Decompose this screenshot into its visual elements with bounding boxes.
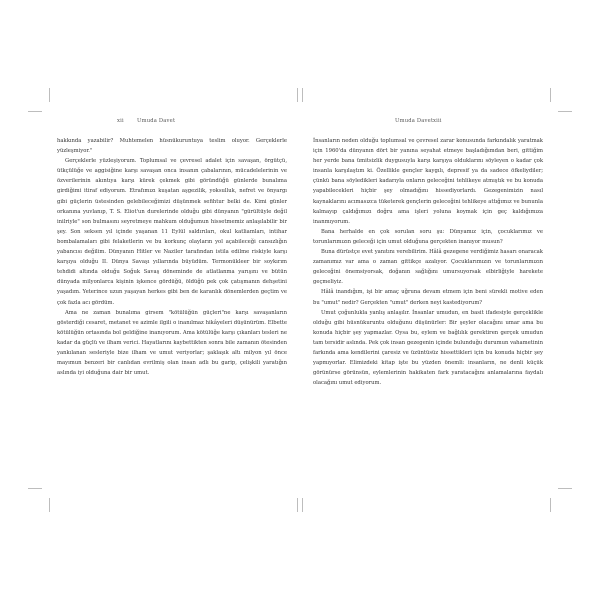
running-head xyxy=(57,118,287,130)
right-page xyxy=(313,118,543,388)
paragraph: Hâlâ inandığım, işi bir amaç uğruna devam etmem için beni sürekli motive eden bu "umut" nedir? Gerçekten "umut" derken neyi kastediyorum? xyxy=(313,289,543,306)
crop-mark xyxy=(550,88,551,102)
crop-mark xyxy=(297,498,298,512)
crop-mark xyxy=(302,498,303,512)
crop-mark xyxy=(28,488,42,489)
crop-mark xyxy=(297,88,298,102)
paragraph: Bana herhalde en çok sorulan soru şu: Dünyamız için, çocuklarımız ve torunlarımızın geleceği için umut olduğuna gerçekten inanıyor musun? xyxy=(313,228,543,245)
crop-mark xyxy=(302,88,303,102)
left-page xyxy=(57,118,287,378)
running-title: Umuda Davet xyxy=(395,118,434,124)
page-number: xiii xyxy=(433,118,442,124)
crop-mark xyxy=(558,488,572,489)
page-number: xii xyxy=(117,118,124,124)
paragraph: Gerçeklerle yüzleşiyorum. Toplumsal ve çevresel adalet için savaşan, örgütçü, ütkçülüğe ve aggisiğine karşı savaşan onca insanın çabalarının, mücadelelerinin ve özverilerinin akıntıya karşı kürek çekmek gibi göründüğü günlerde bunalıma girdiğimi itiraf ediyorum. Etrafımızı kuşatan aşgezilik, yoksulluk, nefret ve önyargı gibi güçlerin üstesinden gelebileceğimizi düşünmek sefihtur belki de. Kimi günler orkanına yuvlanıp, T. S. Eliot'un durelerinde olduğu gibi dünyanın "gürültüyle değil inilriyle" son bulmasını seyretmeye mahkum olduğumun hissetmemiz anlaşılabilir bir şey. Son seksen yıl içinde yaşanan 11 Eylül saldırıları, okul katliamları, intihar bombalamaları gibi felaketlerin ve bu korkunç olayların yol açabileceği cansızlığın yabancısı değilim. Dünyanın Hitler ve Naziler tarafından istila edilme riskiyle karşı karşıya olduğu II. Dünya Savaşı yıllarında büyüdüm. Termonükleer bir soykırım tehdidi altında olduğu Soğuk Savaş döneminde de atlatlanma yarışını ve bütün dünyada milyonlarca kişinin işkence gördüğü, öldüğü pek çok çatışmanın dehşetini yaşadım. Yeterince uzun yaşayan herkes gibi ben de karanlık dönemlerden geçtim ve çok fazla acı gördüm. xyxy=(57,158,287,306)
running-title: Umuda Davet xyxy=(137,118,176,124)
paragraph: Umut çoğunlukla yanlış anlaşılır. İnsanlar umudun, en basit ifadesiyle gerçeklikle olduğu gibi hüsnükuruntu olduğunu düşünürler: Bir şeyler olacağını umar ama bu konuda hiçbir şey yapmazlar. Oysa bu, eylem ve bağlılık gerektiren gerçek umudun tam tersidir aslında. Pek çok insan gezegenin içinde bulunduğu durumun vahametinin farkında ama kendilerini çaresiz ve üzüntüsüz hissettikleri için bu konuda hiçbir şey yapmıyorlar. Elimizdeki kitap işte bu yüzden önemli: insanların, ne denli küçük görünürse görünsün, eylemlerinin hakikaten fark yaratacağını anlamalarına faydalı olacağını umut ediyorum. xyxy=(313,309,543,387)
body-text xyxy=(313,136,543,388)
paragraph: İnsanların neden olduğu toplumsal ve çevresel zarar konusunda farkındalık yaratmak için 1960'da dünyanın dört bir yanına seyahat etmeye başladığımdan beri, gittiğim her yerde bana ümitsizlik duygusuyla karşı karşıya olduklarını söyleyen o kadar çok insanla karşılaştım ki. Özellikle gençler kaygılı, depresif ya da sadece öfkeliydiler; çünkü bana söyledikleri kadarıyla onların geleceğini tehlikeye atmıştık ve bu konuda yapabilecekleri hiçbir şey olmadığını hissediyorlardı. Gezegenimizin nasıl kaynaklarını acımasızca tüketerek gençlerin geleceğini tehlikeye attığımız ve bununla kalmayıp çaldığımızı doğru ama işleri yoluna koymak için geç kaldığımıza inanmıyorum. xyxy=(313,138,543,225)
paragraph: hakkında yazabilir? Muhtemelen hüsnükuruntuya teslim oluyor. Gerçeklerle yüzleşmiyor." xyxy=(57,138,287,155)
paragraph: Ama ne zaman bunalıma girsem "kötülüğün güçleri"ne karşı savaşanların gösterdiği cesaret, metanet ve azimle ilgili o inanılmaz hikâyeleri düşünürüm. Elbette kötülüğün ortasında bol geldiğine inanıyorum. Ama kötülüğe karşı çıkanları tesleri ne kadar da güçlü ve ilham verici. Hayatlarını kaybettikten sonra bile zamanın ötesinden yankılanan sesleriyle bize ilham ve umut veriyorlar; şaklaşık altı milyon yıl önce mayımun benzeri bir canlıdan evrilmiş olan insan adlı bu garip, çelişkili yaratığın aslında iyi olduğuna dair bir umut. xyxy=(57,309,287,377)
crop-mark xyxy=(49,498,50,512)
body-text xyxy=(57,136,287,378)
paragraph: Buna dürüstçe evet yanıtını verebilirim. Hâlâ gezegene verdiğimiz hasarı onaracak zamanımız var ama o zaman gittikçe azalıyor. Çocuklarımızın ve torunlarımızın geleceğini önemsiyorsak, doğanın sağlığını umursuyorsak elbirliğiyle harekete geçmeliyiz. xyxy=(313,249,543,286)
crop-mark xyxy=(49,88,50,102)
running-head xyxy=(313,118,543,130)
crop-mark xyxy=(558,111,572,112)
crop-mark xyxy=(28,111,42,112)
crop-mark xyxy=(550,498,551,512)
